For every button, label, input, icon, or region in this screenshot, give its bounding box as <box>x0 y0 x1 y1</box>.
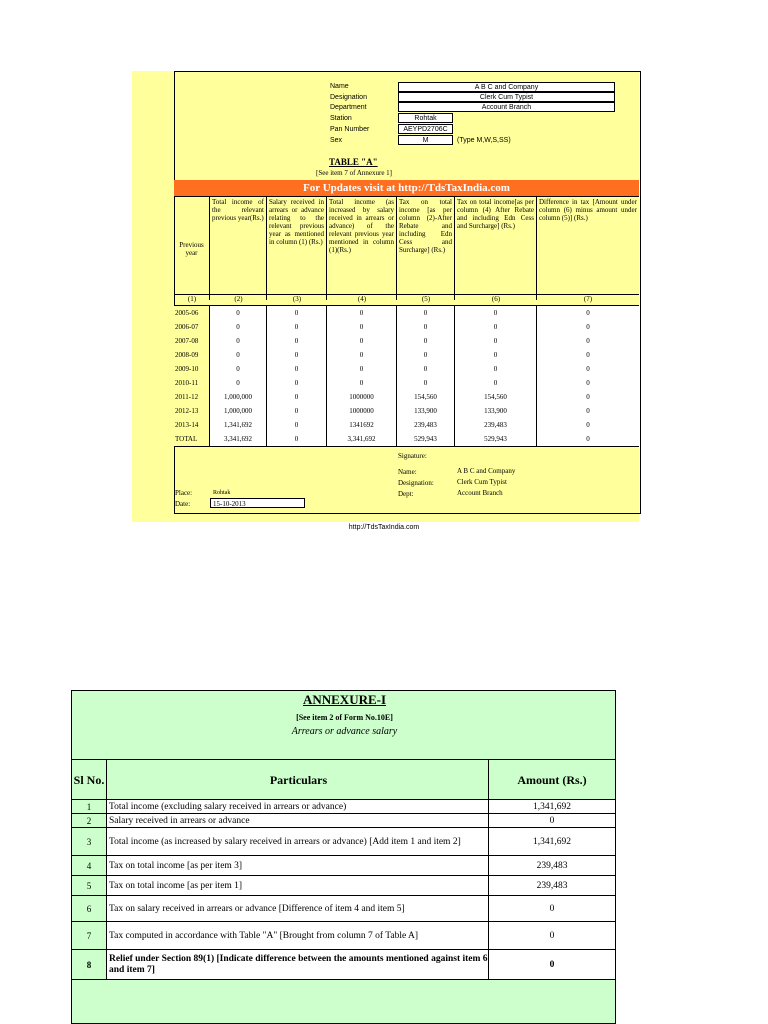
row-amount[interactable]: 0 <box>489 922 615 950</box>
row-amount[interactable]: 0 <box>489 950 615 980</box>
cell-year: 2013-14 <box>174 418 210 432</box>
cell-year: 2008-09 <box>174 348 210 362</box>
col-header-previous-year: Previous year <box>174 197 210 300</box>
col-number-3: (3) <box>292 295 302 303</box>
cell-year: 2007-08 <box>174 334 210 348</box>
table-row <box>174 376 639 391</box>
row-sl-no: 1 <box>72 800 107 814</box>
updates-banner[interactable]: For Updates visit at http://TdsTaxIndia.com <box>174 180 639 197</box>
cell-value[interactable]: 0 <box>586 337 590 345</box>
col-header-tax-col2: Tax on total income [as per column (2)-After Rebate and including Edn Cess and Surcharge] (Rs.) <box>397 197 455 300</box>
cell-value[interactable]: 0 <box>267 362 327 376</box>
table-row <box>174 362 639 377</box>
cell-value[interactable]: 0 <box>397 306 455 320</box>
signature-label: Signature: <box>398 452 427 460</box>
table-a-sheet <box>132 71 639 522</box>
table-row <box>174 404 639 419</box>
cell-value[interactable]: 0 <box>455 320 537 334</box>
annexure-bottom-divider <box>72 979 615 980</box>
col-header-salary-arrears: Salary received in arrears or advance relating to the relevant previous year as mentioned in column (1) (Rs.) <box>267 197 327 300</box>
footer-url[interactable]: http://TdsTaxIndia.com <box>348 524 420 531</box>
cell-value[interactable]: 0 <box>397 362 455 376</box>
cell-value[interactable]: 0 <box>267 376 327 390</box>
row-amount[interactable]: 1,341,692 <box>489 828 615 856</box>
cell-value[interactable]: 0 <box>267 418 327 432</box>
cell-year: 2009-10 <box>174 362 210 376</box>
table-row <box>72 855 615 876</box>
col-number-5: (5) <box>421 295 431 303</box>
cell-value[interactable]: 0 <box>327 362 397 376</box>
cell-value[interactable]: 0 <box>455 348 537 362</box>
table-row <box>174 334 639 349</box>
cell-value[interactable]: 0 <box>586 407 590 415</box>
sig-dept: Account Branch <box>457 489 503 497</box>
row-sl-no: 7 <box>72 922 107 950</box>
row-particulars: Total income (excluding salary received in arrears or advance) <box>107 800 489 814</box>
cell-value[interactable]: 0 <box>267 390 327 404</box>
row-sl-no: 2 <box>72 814 107 828</box>
col-header-difference: Difference in tax [Amount under column (6) minus amount under column (5)] (Rs.) <box>539 198 637 222</box>
header-particulars: Particulars <box>107 760 489 800</box>
row-sl-no: 3 <box>72 828 107 856</box>
field-designation[interactable]: Clerk Cum Typist <box>398 92 615 102</box>
cell-value[interactable]: 0 <box>210 334 267 348</box>
label-department: Department <box>330 104 367 111</box>
col-number-1: (1) <box>187 295 197 303</box>
row-amount[interactable]: 0 <box>489 814 615 828</box>
cell-year: TOTAL <box>174 432 210 446</box>
cell-value[interactable]: 0 <box>267 432 327 446</box>
row-particulars: Salary received in arrears or advance <box>107 814 489 828</box>
field-pan[interactable]: AEYPD2706C <box>398 124 453 134</box>
cell-value[interactable]: 0 <box>586 435 590 443</box>
cell-value[interactable]: 1,000,000 <box>210 390 267 404</box>
cell-value[interactable]: 239,483 <box>397 418 455 432</box>
col-number-6: (6) <box>491 295 501 303</box>
cell-value[interactable]: 0 <box>397 334 455 348</box>
cell-value[interactable]: 0 <box>397 348 455 362</box>
table-row <box>174 432 639 447</box>
cell-value[interactable]: 0 <box>586 421 590 429</box>
col-number-7: (7) <box>583 295 593 303</box>
cell-value[interactable]: 0 <box>267 348 327 362</box>
field-department[interactable]: Account Branch <box>398 102 615 112</box>
row-particulars: Relief under Section 89(1) [Indicate difference between the amounts mentioned against item 6 and item 7] <box>107 950 489 980</box>
row-particulars: Total income (as increased by salary received in arrears or advance) [Add item 1 and item 2] <box>107 828 489 856</box>
annexure-sheet <box>71 690 616 1024</box>
cell-value[interactable]: 0 <box>210 306 267 320</box>
date-field[interactable]: 15-10-2013 <box>210 498 305 508</box>
cell-value[interactable]: 133,900 <box>397 404 455 418</box>
table-row <box>174 320 639 335</box>
annexure-header-row <box>72 759 615 800</box>
cell-value[interactable]: 0 <box>210 376 267 390</box>
table-row <box>174 390 639 405</box>
row-particulars: Tax on salary received in arrears or advance [Difference of item 4 and item 5] <box>107 896 489 922</box>
table-row <box>72 949 615 980</box>
cell-year: 2006-07 <box>174 320 210 334</box>
table-a-reference: [See item 7 of Annexure 1] <box>316 169 393 177</box>
label-station: Station <box>330 115 352 122</box>
cell-value[interactable]: 1000000 <box>327 390 397 404</box>
cell-value[interactable]: 1341692 <box>327 418 397 432</box>
cell-year: 2012-13 <box>174 404 210 418</box>
cell-value[interactable]: 0 <box>327 376 397 390</box>
table-row <box>174 418 639 433</box>
cell-value[interactable]: 0 <box>267 404 327 418</box>
sig-dept-label: Dept: <box>398 490 414 498</box>
table-row <box>174 306 639 321</box>
cell-value[interactable]: 3,341,692 <box>210 432 267 446</box>
table-row <box>72 827 615 856</box>
label-name: Name <box>330 83 349 90</box>
cell-value[interactable]: 0 <box>455 306 537 320</box>
place-value: Rohtak <box>213 490 231 496</box>
sig-designation-label: Designation: <box>398 479 434 487</box>
row-amount[interactable]: 239,483 <box>489 876 615 896</box>
field-name[interactable]: A B C and Company <box>398 82 615 92</box>
col-number-4: (4) <box>357 295 367 303</box>
field-sex[interactable]: M <box>398 135 453 145</box>
cell-value[interactable]: 529,943 <box>455 432 537 446</box>
cell-value[interactable]: 0 <box>327 320 397 334</box>
cell-value[interactable]: 154,560 <box>455 390 537 404</box>
cell-value[interactable]: 0 <box>210 362 267 376</box>
cell-value[interactable]: 0 <box>586 351 590 359</box>
row-sl-no: 8 <box>72 950 107 980</box>
cell-year: 2011-12 <box>174 390 210 404</box>
cell-year: 2005-06 <box>174 306 210 320</box>
label-designation: Designation <box>330 94 367 101</box>
cell-value[interactable]: 0 <box>586 309 590 317</box>
row-sl-no: 6 <box>72 896 107 922</box>
annexure-reference: [See item 2 of Form No.10E] <box>296 713 393 722</box>
header-amount: Amount (Rs.) <box>489 760 615 800</box>
cell-value[interactable]: 1,341,692 <box>210 418 267 432</box>
cell-value[interactable]: 1000000 <box>327 404 397 418</box>
cell-value[interactable]: 1,000,000 <box>210 404 267 418</box>
row-sl-no: 4 <box>72 856 107 876</box>
cell-value[interactable]: 529,943 <box>397 432 455 446</box>
label-sex: Sex <box>330 137 343 144</box>
col-header-total-income: Total income of the relevant previous year(Rs.) <box>210 197 267 300</box>
cell-value[interactable]: 0 <box>327 306 397 320</box>
row-sl-no: 5 <box>72 876 107 896</box>
label-pan: Pan Number <box>330 126 370 133</box>
col-header-tax-col4: Tax on total income[as per column (4) After Rebate and including Edn Cess and Surcharge] (Rs.) <box>455 197 537 300</box>
row-particulars: Tax computed in accordance with Table "A" [Brought from column 7 of Table A] <box>107 922 489 950</box>
cell-value[interactable]: 0 <box>267 320 327 334</box>
cell-value[interactable]: 0 <box>397 376 455 390</box>
sex-hint: (Type M,W,S,SS) <box>457 137 511 144</box>
cell-value[interactable]: 0 <box>586 323 590 331</box>
table-a-title: TABLE "A" <box>329 157 378 167</box>
cell-value[interactable]: 3,341,692 <box>327 432 397 446</box>
annexure-subtitle: Arrears or advance salary <box>291 726 398 737</box>
cell-value[interactable]: 133,900 <box>455 404 537 418</box>
col-header-increased-income: Total income (as increased by salary received in arrears or advance) of the relevant previous year mentioned in column (1)(Rs.) <box>327 197 397 300</box>
table-row <box>72 921 615 950</box>
col-number-2: (2) <box>234 295 243 303</box>
cell-value[interactable]: 0 <box>455 362 537 376</box>
row-amount[interactable]: 239,483 <box>489 856 615 876</box>
cell-value[interactable]: 0 <box>327 348 397 362</box>
table-row <box>72 813 615 828</box>
cell-value[interactable]: 0 <box>397 320 455 334</box>
cell-value[interactable]: 0 <box>586 393 590 401</box>
row-amount[interactable]: 0 <box>489 896 615 922</box>
date-label: Date: <box>175 500 191 508</box>
cell-value[interactable]: 0 <box>455 334 537 348</box>
cell-value[interactable]: 0 <box>210 320 267 334</box>
cell-value[interactable]: 0 <box>586 365 590 373</box>
sig-name: A B C and Company <box>457 467 516 475</box>
cell-year: 2010-11 <box>174 376 210 390</box>
row-amount[interactable]: 1,341,692 <box>489 800 615 814</box>
table-row <box>72 895 615 922</box>
sig-name-label: Name: <box>398 468 417 476</box>
row-particulars: Tax on total income [as per item 3] <box>107 856 489 876</box>
annexure-title: ANNEXURE-I <box>302 692 387 707</box>
table-row <box>174 348 639 363</box>
place-label: Place: <box>175 489 193 497</box>
row-particulars: Tax on total income [as per item 1] <box>107 876 489 896</box>
table-row <box>72 799 615 814</box>
cell-value[interactable]: 239,483 <box>455 418 537 432</box>
cell-value[interactable]: 0 <box>210 348 267 362</box>
cell-value[interactable]: 0 <box>455 376 537 390</box>
field-station[interactable]: Rohtak <box>398 113 453 123</box>
cell-value[interactable]: 0 <box>267 306 327 320</box>
header-sl-no: Sl No. <box>72 760 107 800</box>
table-row <box>72 875 615 896</box>
cell-value[interactable]: 154,560 <box>397 390 455 404</box>
cell-value[interactable]: 0 <box>586 379 590 387</box>
cell-value[interactable]: 0 <box>267 334 327 348</box>
cell-value[interactable]: 0 <box>327 334 397 348</box>
sig-designation: Clerk Cum Typist <box>457 478 507 486</box>
